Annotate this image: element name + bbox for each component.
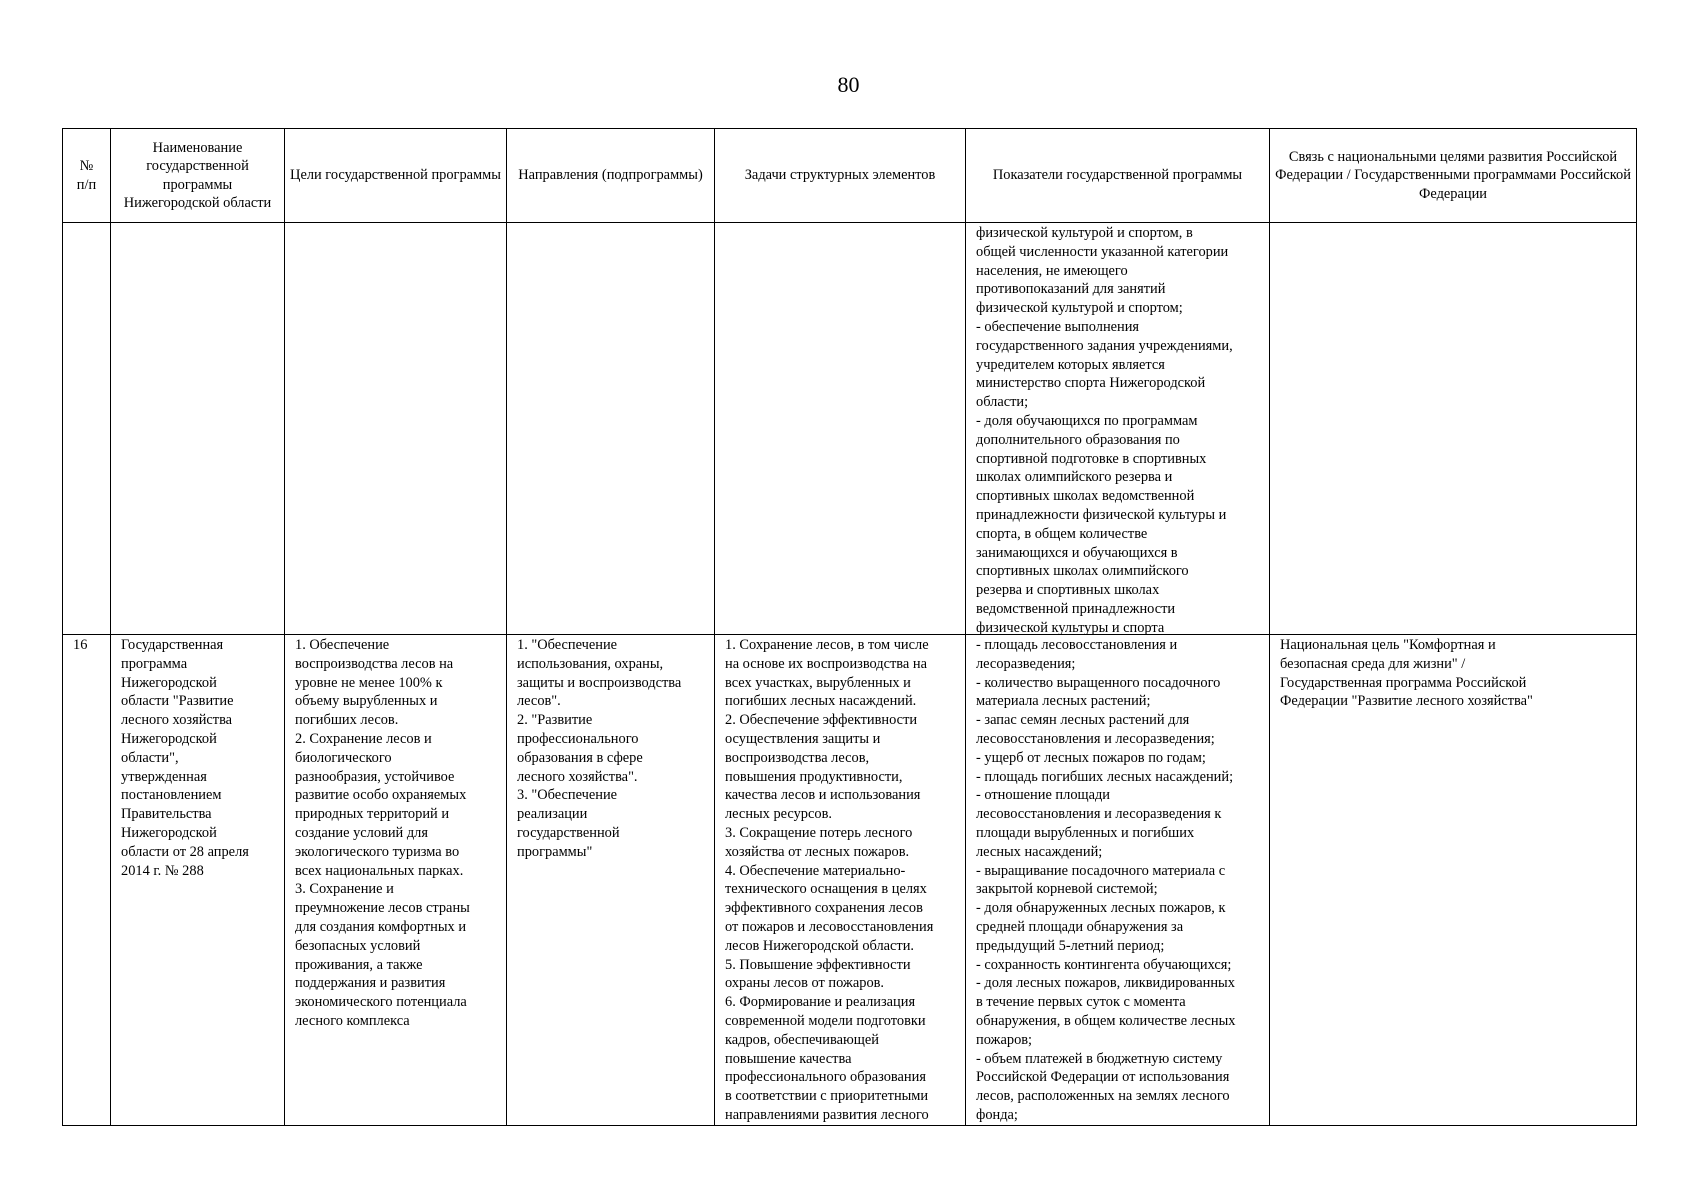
header-indicators: Показатели государственной программы: [966, 129, 1270, 223]
cell-program-name: [111, 223, 285, 635]
cell-national-goals-link: [1270, 223, 1637, 635]
cell-directions: [507, 223, 715, 635]
header-program-name: Наименование государственной программы Нижегородской области: [111, 129, 285, 223]
cell-number: 16: [63, 635, 111, 1126]
cell-national-goals-link: Национальная цель "Комфортная и безопасная среда для жизни" / Государственная программа Российской Федерации "Развитие лесного хозяйства": [1270, 635, 1637, 1126]
cell-indicators: физической культурой и спортом, в общей численности указанной категории населения, не имеющего противопоказаний для занятий физической культурой и спортом; - обеспечение выполнения государственного задания учреждениями, учредителем которых является министерство спорта Нижегородской области; - доля обучающихся по программам дополнительного образования по спортивной подготовке в спортивных школах олимпийского резерва и спортивных школах ведомственной принадлежности физической культуры и спорта, в общем количестве занимающихся и обучающихся в спортивных школах олимпийского резерва и спортивных школах ведомственной принадлежности физической культуры и спорта: [966, 223, 1270, 635]
header-number: № п/п: [63, 129, 111, 223]
programs-table: [62, 128, 1637, 1126]
cell-program-name: Государственная программа Нижегородской области "Развитие лесного хозяйства Нижегородской области", утвержденная постановлением Правительства Нижегородской области от 28 апреля 2014 г. № 288: [111, 635, 285, 1126]
header-national-goals-link: Связь с национальными целями развития Российской Федерации / Государственными программами Российской Федерации: [1270, 129, 1637, 223]
table-row: [63, 635, 1637, 1126]
cell-goals: [285, 223, 507, 635]
header-goals: Цели государственной программы: [285, 129, 507, 223]
header-directions: Направления (подпрограммы): [507, 129, 715, 223]
table-header-row: [63, 129, 1637, 223]
page-number: 80: [837, 72, 860, 97]
cell-indicators: - площадь лесовосстановления и лесоразведения; - количество выращенного посадочного материала лесных растений; - запас семян лесных растений для лесовосстановления и лесоразведения; - ущерб от лесных пожаров по годам; - площадь погибших лесных насаждений; - отношение площади лесовосстановления и лесоразведения к площади вырубленных и погибших лесных насаждений; - выращивание посадочного материала с закрытой корневой системой; - доля обнаруженных лесных пожаров, к средней площади обнаружения за предыдущий 5-летний период; - сохранность контингента обучающихся; - доля лесных пожаров, ликвидированных в течение первых суток с момента обнаружения, в общем количестве лесных пожаров; - объем платежей в бюджетную систему Российской Федерации от использования лесов, расположенных на землях лесного фонда;: [966, 635, 1270, 1126]
cell-tasks: 1. Сохранение лесов, в том числе на основе их воспроизводства на всех участках, вырубленных и погибших лесных насаждений. 2. Обеспечение эффективности осуществления защиты и воспроизводства лесов, повышения продуктивности, качества лесов и использования лесных ресурсов. 3. Сокращение потерь лесного хозяйства от лесных пожаров. 4. Обеспечение материально- технического оснащения в целях эффективного сохранения лесов от пожаров и лесовосстановления лесов Нижегородской области. 5. Повышение эффективности охраны лесов от пожаров. 6. Формирование и реализация современной модели подготовки кадров, обеспечивающей повышение качества профессионального образования в соответствии с приоритетными направлениями развития лесного: [715, 635, 966, 1126]
header-tasks: Задачи структурных элементов: [715, 129, 966, 223]
cell-directions: 1. "Обеспечение использования, охраны, защиты и воспроизводства лесов". 2. "Развитие профессионального образования в сфере лесного хозяйства". 3. "Обеспечение реализации государственной программы": [507, 635, 715, 1126]
table-row: [63, 223, 1637, 635]
cell-goals: 1. Обеспечение воспроизводства лесов на уровне не менее 100% к объему вырубленных и погибших лесов. 2. Сохранение лесов и биологического разнообразия, устойчивое развитие особо охраняемых природных территорий и создание условий для экологического туризма во всех национальных парках. 3. Сохранение и преумножение лесов страны для создания комфортных и безопасных условий проживания, а также поддержания и развития экономического потенциала лесного комплекса: [285, 635, 507, 1126]
cell-tasks: [715, 223, 966, 635]
cell-number: [63, 223, 111, 635]
